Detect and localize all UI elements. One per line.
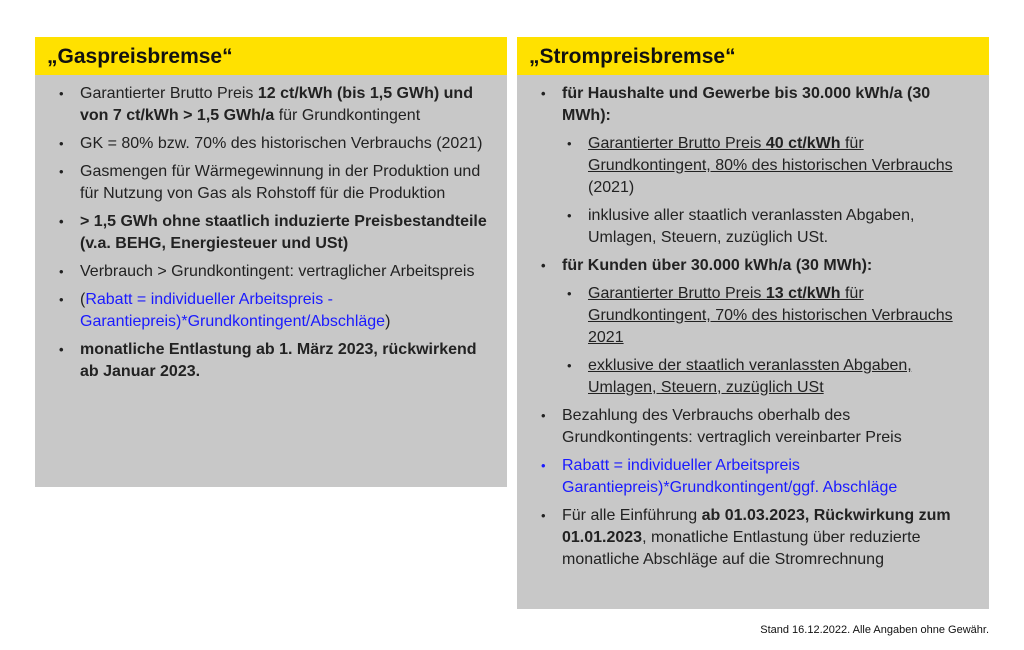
strom-bullet-bezahlung: • Bezahlung des Verbrauchs oberhalb des Grundkontingents: vertraglich vereinbarter Preis [525, 405, 981, 449]
strom-bullet-list [517, 75, 989, 571]
gas-bullet-grundkontingent: • GK = 80% bzw. 70% des historischen Verbrauchs (2021) [43, 133, 499, 155]
strompreisbremse-title: „Strompreisbremse“ [517, 37, 989, 75]
strom-bullet-kunden: • für Kunden über 30.000 kWh/a (30 MWh): [525, 255, 981, 277]
gas-bullet-ohne-preisbestandteile: • > 1,5 GWh ohne staatlich induzierte Preisbestandteile (v.a. BEHG, Energiesteuer und USt) [43, 211, 499, 255]
strom-subbullet-garantierter-preis-13: • Garantierter Brutto Preis 13 ct/kWh für Grundkontingent, 70% des historischen Verbrauchs 2021 [525, 283, 981, 349]
gas-bullet-list [35, 75, 507, 383]
strom-bullet-einfuehrung: • Für alle Einführung ab 01.03.2023, Rückwirkung zum 01.01.2023, monatliche Entlastung über reduzierte monatliche Abschläge auf die Stromrechnung [525, 505, 981, 571]
gaspreisbremse-title: „Gaspreisbremse“ [35, 37, 507, 75]
strom-subbullet-inklusive: • inklusive aller staatlich veranlassten Abgaben, Umlagen, Steuern, zuzüglich USt. [525, 205, 981, 249]
gas-bullet-entlastung: • monatliche Entlastung ab 1. März 2023, rückwirkend ab Januar 2023. [43, 339, 499, 383]
strom-subbullet-garantierter-preis-40: • Garantierter Brutto Preis 40 ct/kWh für Grundkontingent, 80% des historischen Verbrauchs (2021) [525, 133, 981, 199]
gas-bullet-rabatt: • (Rabatt = individueller Arbeitspreis - Garantiepreis)*Grundkontingent/Abschläge) [43, 289, 499, 333]
strompreisbremse-panel [517, 37, 989, 609]
strom-bullet-rabatt: • Rabatt = individueller Arbeitspreis Garantiepreis)*Grundkontingent/ggf. Abschläge [525, 455, 981, 499]
gas-bullet-verbrauch: • Verbrauch > Grundkontingent: vertraglicher Arbeitspreis [43, 261, 499, 283]
gas-bullet-gasmengen: • Gasmengen für Wärmegewinnung in der Produktion und für Nutzung von Gas als Rohstoff für die Produktion [43, 161, 499, 205]
gaspreisbremse-panel [35, 37, 507, 487]
gas-bullet-garantierter-preis: • Garantierter Brutto Preis 12 ct/kWh (bis 1,5 GWh) und von 7 ct/kWh > 1,5 GWh/a für Grundkontingent [43, 83, 499, 127]
strom-bullet-haushalte: • für Haushalte und Gewerbe bis 30.000 kWh/a (30 MWh): [525, 83, 981, 127]
footer-disclaimer: Stand 16.12.2022. Alle Angaben ohne Gewähr. [760, 624, 989, 636]
strom-subbullet-exklusive: • exklusive der staatlich veranlassten Abgaben, Umlagen, Steuern, zuzüglich USt [525, 355, 981, 399]
